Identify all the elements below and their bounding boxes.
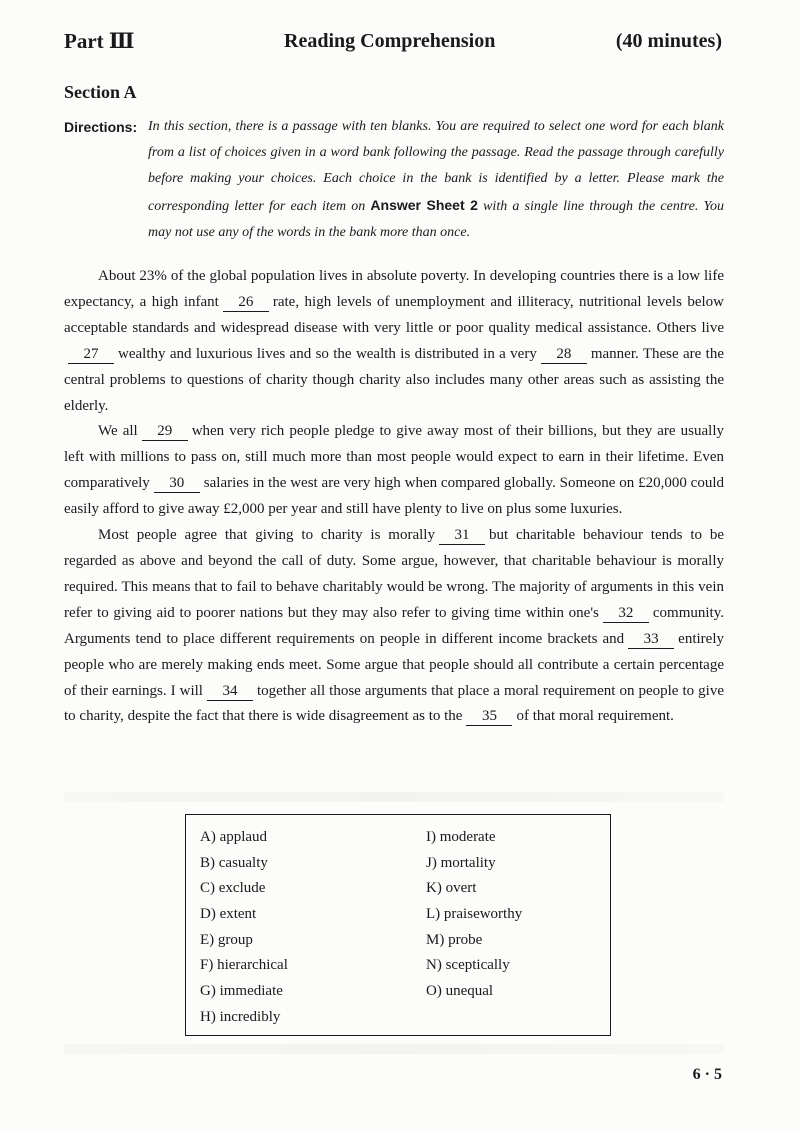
- word-choice[interactable]: B) casualty: [200, 854, 268, 871]
- bleed-through-texture: [64, 792, 724, 802]
- part-label: Part Ⅲ: [64, 29, 135, 53]
- blank-33[interactable]: 33: [628, 630, 674, 649]
- word-choice[interactable]: D) extent: [200, 906, 257, 923]
- passage-text: Most people agree that giving to charity is morally: [98, 527, 435, 544]
- blank-31[interactable]: 31: [439, 526, 485, 545]
- passage-text: but charitable behaviour tends to be regarded as above and beyond the call of duty. Some argue, however, that charitable behaviour is morally required. This means that to fail to behave charitably would be wrong. The majority of arguments in this vein refer to giving aid to poorer nations but they may also refer to giving time within one's: [64, 527, 724, 621]
- passage-text: when very rich people pledge to give away most of their billions, but they are usually left with millions to pass on, still much more than most people would expect to earn in their lifetime. Even comparatively: [64, 423, 724, 492]
- directions-text: [148, 114, 724, 246]
- word-bank: [185, 814, 611, 1036]
- blank-28[interactable]: 28: [541, 345, 587, 364]
- word-choice[interactable]: I) moderate: [426, 829, 496, 845]
- passage-text: rate, high levels of unemployment and illiteracy, nutritional levels below acceptable standards and widespread disease with very little or poor quality medical assistance. Others live: [64, 293, 725, 336]
- time-limit: (40 minutes): [615, 30, 722, 52]
- blank-29[interactable]: 29: [142, 422, 188, 441]
- word-choice[interactable]: E) group: [200, 931, 253, 948]
- page-title: Reading Comprehension: [284, 30, 496, 52]
- directions-label: Directions:: [64, 119, 138, 135]
- blank-26[interactable]: 26: [223, 293, 269, 312]
- passage-paragraph-1: [64, 264, 724, 419]
- directions-text-part-2: with a single line through the centre. You may not use any of the words in the bank more than once.: [148, 199, 725, 240]
- word-choice[interactable]: O) unequal: [426, 983, 494, 1000]
- word-choice[interactable]: M) probe: [426, 931, 483, 948]
- section-heading: Section A: [64, 82, 137, 102]
- word-bank-left-column: [200, 825, 288, 1031]
- passage-text: manner. These are the central problems to questions of charity though charity also includes many other areas such as assisting the elderly.: [64, 345, 724, 414]
- page-number: 6 · 5: [692, 1066, 722, 1083]
- answer-sheet-reference: Answer Sheet 2: [370, 197, 478, 213]
- blank-30[interactable]: 30: [154, 474, 200, 493]
- word-choice[interactable]: L) praiseworthy: [426, 906, 523, 923]
- passage-text: community. Arguments tend to place different requirements on people in different income brackets and: [64, 604, 724, 647]
- passage-text: About 23% of the global population lives in absolute poverty. In developing countries there is a low life expectancy, a high infant: [64, 268, 724, 310]
- reading-passage: [64, 264, 724, 730]
- page-header: [64, 28, 722, 58]
- passage-text: We all: [98, 423, 138, 440]
- word-choice[interactable]: G) immediate: [200, 983, 283, 1000]
- passage-text: wealthy and luxurious lives and so the wealth is distributed in a very: [118, 345, 537, 362]
- directions: [64, 114, 724, 246]
- blank-27[interactable]: 27: [68, 345, 114, 364]
- word-choice[interactable]: H) incredibly: [200, 1008, 281, 1025]
- passage-text: salaries in the west are very high when compared globally. Someone on £20,000 could easily afford to give away £2,000 per year and still have plenty to live on plus some luxuries.: [64, 475, 724, 518]
- bleed-through-texture: [64, 1044, 724, 1054]
- word-choice[interactable]: F) hierarchical: [200, 957, 288, 974]
- blank-34[interactable]: 34: [207, 682, 253, 701]
- passage-paragraph-2: [64, 419, 724, 523]
- word-choice[interactable]: A) applaud: [200, 829, 268, 845]
- word-bank-right-column: [426, 825, 522, 1005]
- passage-text: entirely people who are merely making ends meet. Some argue that people should all contribute a certain percentage of their earnings. I will: [64, 630, 724, 699]
- word-choice[interactable]: J) mortality: [426, 854, 496, 871]
- word-choice[interactable]: K) overt: [426, 880, 477, 897]
- blank-35[interactable]: 35: [466, 707, 512, 726]
- blank-32[interactable]: 32: [603, 604, 649, 623]
- passage-paragraph-3: [64, 523, 724, 730]
- directions-text-part-1: In this section, there is a passage with ten blanks. You are required to select one word for each blank from a list of choices given in a word bank following the passage. Read the passage through carefully before making your choices. Each choice in the bank is identified by a letter. Please mark the corresponding letter for each item on: [148, 119, 724, 214]
- passage-text: together all those arguments that place a moral requirement on people to give to charity, despite the fact that there is wide disagreement as to the: [64, 682, 724, 725]
- word-choice[interactable]: N) sceptically: [426, 957, 510, 974]
- passage-text: of that moral requirement.: [516, 708, 674, 725]
- word-choice[interactable]: C) exclude: [200, 880, 266, 897]
